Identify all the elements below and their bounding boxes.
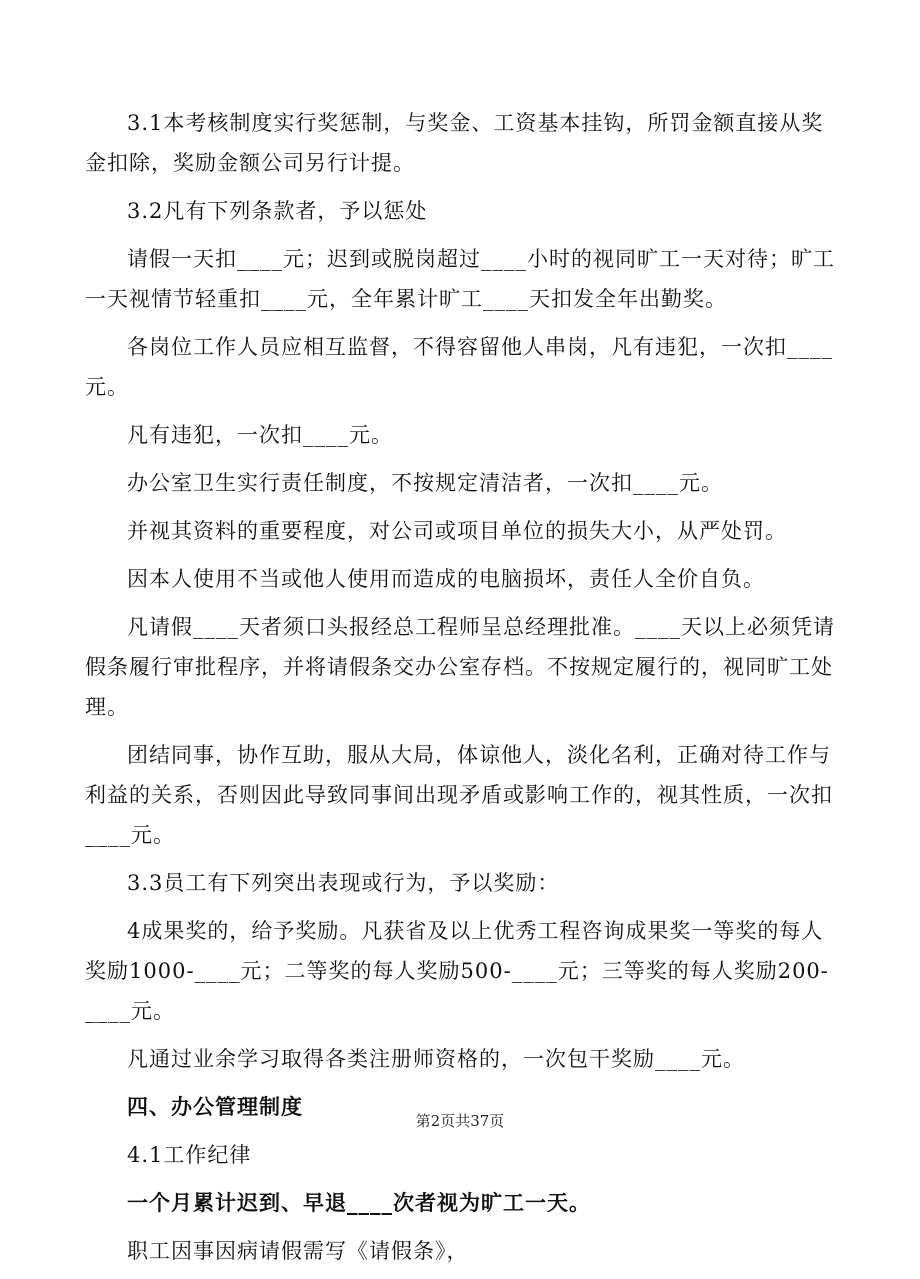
paragraph-achievement-award: 4成果奖的，给予奖励。凡获省及以上优秀工程咨询成果奖一等奖的每人奖励1000-____元；二等奖的每人奖励500-____元；三等奖的每人奖励200-____元。 [85,919,829,1023]
paragraph-leave-deduction: 请假一天扣____元；迟到或脱岗超过____小时的视同旷工一天对待；旷工一天视情节轻重扣____元，全年累计旷工____天扣发全年出勤奖。 [85,247,835,311]
paragraph-3-3: 3.3员工有下列突出表现或行为，予以奖励： [127,871,560,895]
document-body [85,103,835,1279]
paragraph-3-2: 3.2凡有下列条款者，予以惩处 [127,199,428,223]
paragraph-violation: 凡有违犯，一次扣____元。 [127,423,393,447]
paragraph-office-hygiene: 办公室卫生实行责任制度，不按规定清洁者，一次扣____元。 [127,471,723,495]
paragraph-lateness-rule: 一个月累计迟到、早退____次者视为旷工一天。 [127,1190,591,1215]
paragraph-computer-damage: 因本人使用不当或他人使用而造成的电脑损坏，责任人全价自负。 [127,567,765,591]
paragraph-leave-request: 职工因事因病请假需写《请假条》， [127,1239,469,1263]
paragraph-4-1: 4.1工作纪律 [127,1143,252,1167]
page-number: 第2页共37页 [415,1112,505,1130]
paragraph-materials-importance: 并视其资料的重要程度，对公司或项目单位的损失大小，从严处罚。 [127,519,787,543]
paragraph-mutual-supervision: 各岗位工作人员应相互监督，不得容留他人串岗，凡有违犯，一次扣____元。 [85,335,833,399]
paragraph-leave-approval: 凡请假____天者须口头报经总工程师呈总经理批准。____天以上必须凭请假条履行审批程序，并将请假条交办公室存档。不按规定履行的，视同旷工处理。 [85,615,835,719]
paragraph-3-1: 3.1本考核制度实行奖惩制，与奖金、工资基本挂钩，所罚金额直接从奖金扣除，奖励金额公司另行计提。 [85,111,824,175]
paragraph-certification-award: 凡通过业余学习取得各类注册师资格的，一次包干奖励____元。 [127,1047,745,1071]
paragraph-teamwork: 团结同事，协作互助，服从大局，体谅他人，淡化名利，正确对待工作与利益的关系，否则因此导致同事间出现矛盾或影响工作的，视其性质，一次扣____元。 [85,743,833,847]
section-heading-office-management: 四、办公管理制度 [127,1094,303,1119]
